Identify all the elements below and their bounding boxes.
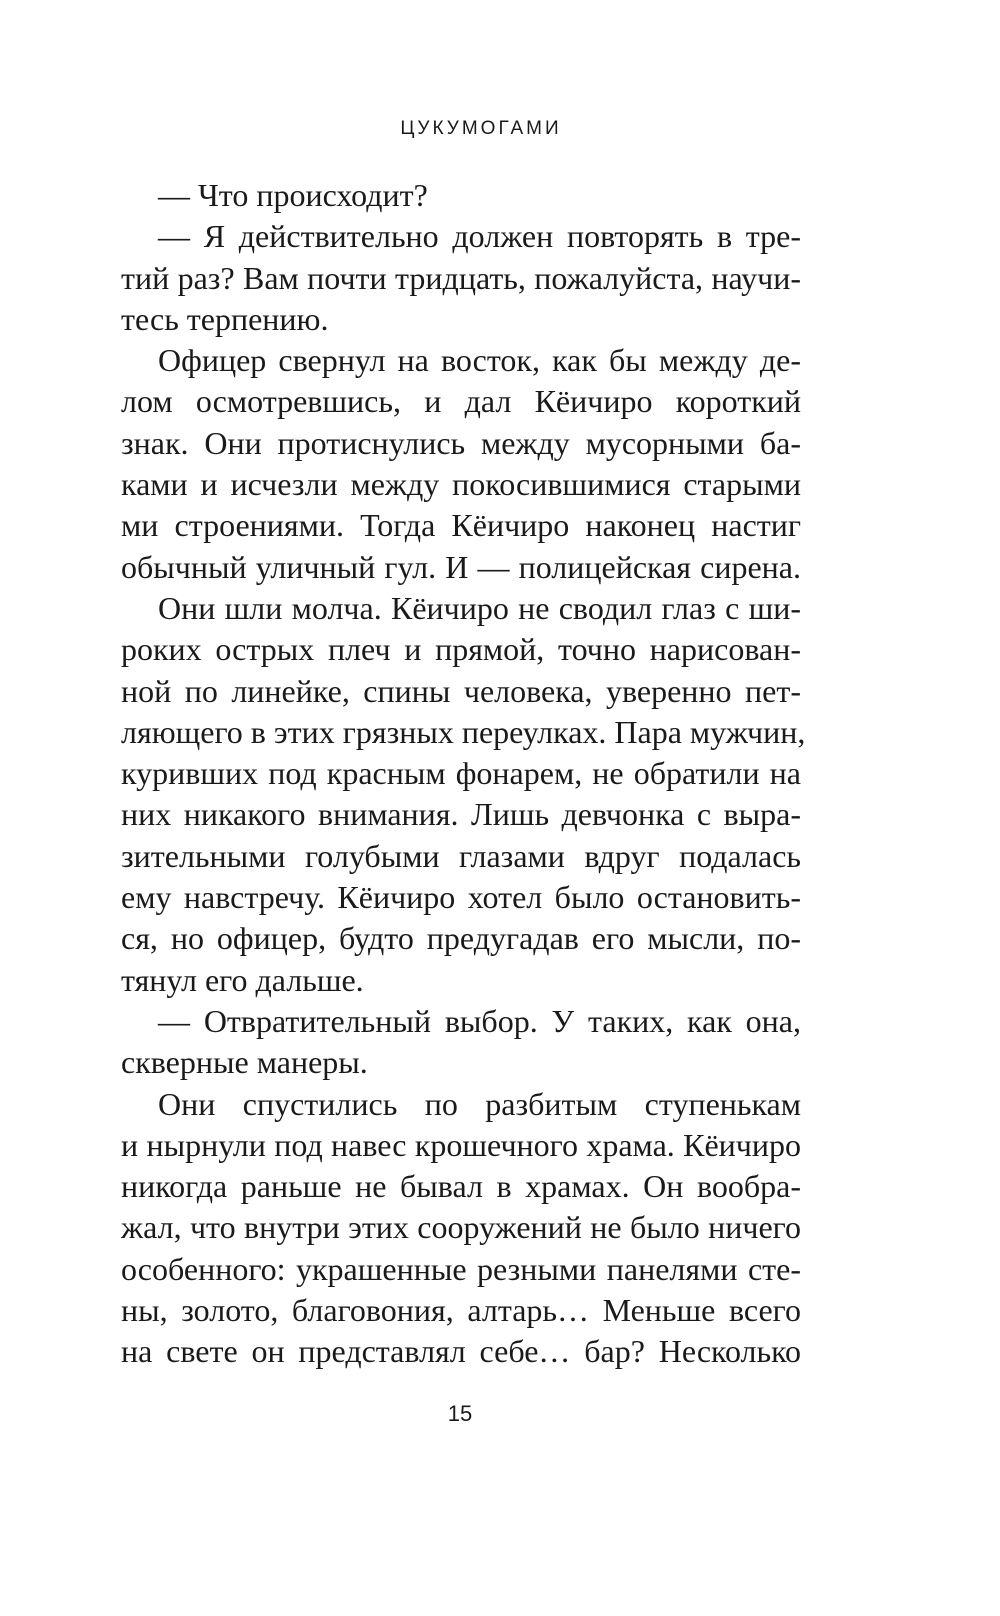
text-line: Они шли молча. Кёичиро не сводил глаз с ши- (158, 589, 801, 626)
text-line: и нырнули под навес крошечного храма. Кёичиро (121, 1126, 801, 1163)
text-line: — Отвратительный выбор. У таких, как она, (158, 1002, 801, 1039)
text-line: зительными голубыми глазами вдруг подалась (121, 837, 801, 874)
text-line: жал, что внутри этих сооружений не было ничего (121, 1209, 801, 1246)
text-line: особенного: украшенные резными панелями сте- (121, 1250, 801, 1287)
text-line: ми строениями. Тогда Кёичиро наконец настиг (121, 507, 801, 544)
text-line: Они спустились по разбитым ступенькам (158, 1085, 801, 1122)
text-line: них никакого внимания. Лишь девчонка с выра- (121, 796, 801, 833)
text-line: тесь терпению. (121, 300, 329, 337)
text-line: куривших под красным фонарем, не обратили на (121, 755, 801, 792)
text-line: тянул его дальше. (121, 961, 364, 998)
text-line: лом осмотревшись, и дал Кёичиро короткий (121, 383, 801, 420)
text-line: никогда раньше не бывал в храмах. Он вообра- (121, 1168, 801, 1205)
text-line: роких острых плеч и прямой, точно нарисован- (121, 631, 801, 668)
text-line: обычный уличный гул. И — полицейская сирена. (121, 548, 801, 585)
text-line: ны, золото, благовония, алтарь… Меньше всего (121, 1292, 801, 1329)
text-line: — Что происходит? (158, 177, 428, 213)
text-line: — Я действительно должен повторять в тре- (158, 218, 801, 255)
text-line: ся, но офицер, будто предугадав его мысли, по- (121, 920, 801, 957)
body-text (121, 175, 806, 1373)
text-line: на свете он представлял себе… бар? Несколько (121, 1333, 801, 1370)
text-line: тий раз? Вам почти тридцать, пожалуйста, научи- (121, 259, 801, 296)
running-head: ЦУКУМОГАМИ (400, 118, 562, 139)
text-line: ками и исчезли между покосившимися старыми (121, 466, 801, 503)
text-line: знак. Они протиснулись между мусорными ба- (121, 424, 801, 461)
text-line: ему навстречу. Кёичиро хотел было остановить- (121, 879, 801, 916)
page-number: 15 (447, 1401, 473, 1426)
text-line: скверные манеры. (121, 1044, 368, 1081)
text-line: ной по линейке, спины человека, уверенно пет- (121, 672, 801, 709)
text-line: ляющего в этих грязных переулках. Пара мужчин, (121, 713, 806, 750)
text-line: Офицер свернул на восток, как бы между де- (158, 342, 801, 379)
